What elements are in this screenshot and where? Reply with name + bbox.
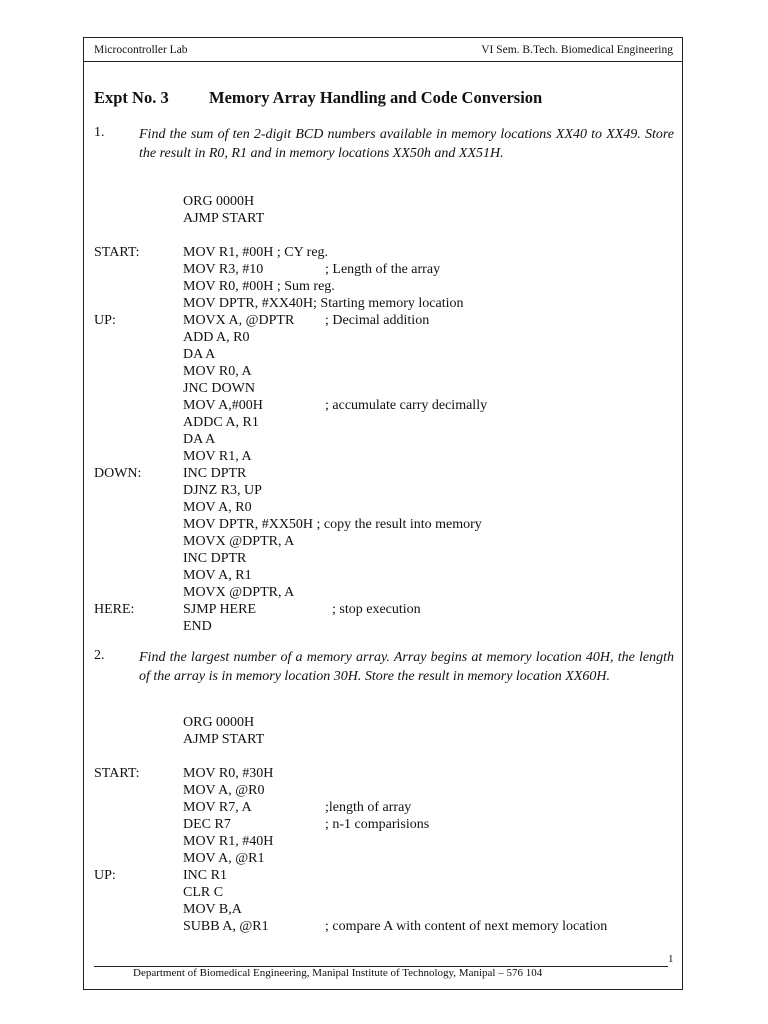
code-instruction: MOV R0, A: [183, 364, 252, 379]
code-instruction: MOV R1, A: [183, 449, 252, 464]
code-instruction: MOV DPTR, #XX40H; Starting memory location: [183, 296, 464, 311]
code-label: UP:: [94, 313, 116, 328]
problem-2-statement: Find the largest number of a memory array. Array begins at memory location 40H, the length of the array is in memory location 30H. Store the result in memory location XX60H.: [139, 650, 674, 684]
footer-text: Department of Biomedical Engineering, Manipal Institute of Technology, Manipal – 576 104: [133, 967, 543, 979]
code-instruction: MOV A, R1: [183, 568, 252, 583]
problem-1-statement: Find the sum of ten 2-digit BCD numbers available in memory locations XX40 to XX49. Store the result in R0, R1 and in memory locations XX50h and XX51H.: [139, 127, 674, 161]
code-comment: ;length of array: [325, 800, 412, 815]
code-instruction: ADDC A, R1: [183, 415, 259, 430]
code-instruction: DA A: [183, 432, 216, 447]
code-instruction: SJMP HERE: [183, 602, 257, 617]
code-instruction: DJNZ R3, UP: [183, 483, 262, 498]
code-instruction: MOV R1, #40H: [183, 834, 274, 849]
code-instruction: ORG 0000H: [183, 715, 255, 730]
code-comment: ; stop execution: [325, 602, 421, 617]
page-number: 1: [668, 953, 674, 965]
code-instruction: DEC R7: [183, 817, 231, 832]
code-instruction: MOV R0, #00H ; Sum reg.: [183, 279, 335, 294]
code-label: START:: [94, 245, 140, 260]
code-label: HERE:: [94, 602, 135, 617]
code-comment: ; Length of the array: [325, 262, 441, 277]
code-instruction: MOVX A, @DPTR: [183, 313, 295, 328]
code-instruction: AJMP START: [183, 732, 265, 747]
code-instruction: MOV A, R0: [183, 500, 252, 515]
code-instruction: ADD A, R0: [183, 330, 250, 345]
code-instruction: INC R1: [183, 868, 227, 883]
problem-2-number: 2.: [94, 648, 105, 663]
code-instruction: JNC DOWN: [183, 381, 255, 396]
code-comment: ; n-1 comparisions: [325, 817, 430, 832]
code-instruction: MOV R1, #00H ; CY reg.: [183, 245, 329, 260]
code-instruction: MOV A,#00H: [183, 398, 263, 413]
code-instruction: SUBB A, @R1: [183, 919, 269, 934]
code-comment: ; compare A with content of next memory location: [325, 919, 608, 934]
code-instruction: MOV DPTR, #XX50H ; copy the result into memory: [183, 517, 482, 532]
page-border: [83, 37, 683, 990]
code-instruction: ORG 0000H: [183, 194, 255, 209]
code-instruction: MOV A, @R0: [183, 783, 265, 798]
code-label: START:: [94, 766, 140, 781]
experiment-number: Expt No. 3: [94, 88, 169, 107]
problem-1-number: 1.: [94, 125, 105, 140]
code-instruction: MOV R3, #10: [183, 262, 264, 277]
experiment-title: Memory Array Handling and Code Conversion: [209, 88, 543, 107]
code-comment: ; accumulate carry decimally: [325, 398, 488, 413]
code-instruction: END: [183, 619, 212, 634]
code-instruction: CLR C: [183, 885, 224, 900]
header-course: Microcontroller Lab: [94, 44, 188, 56]
header-divider: [84, 61, 682, 62]
code-instruction: AJMP START: [183, 211, 265, 226]
code-instruction: MOV B,A: [183, 902, 242, 917]
code-instruction: MOV R0, #30H: [183, 766, 274, 781]
header-semester: VI Sem. B.Tech. Biomedical Engineering: [481, 44, 673, 56]
code-instruction: DA A: [183, 347, 216, 362]
code-comment: ; Decimal addition: [325, 313, 430, 328]
code-instruction: INC DPTR: [183, 551, 247, 566]
code-label: UP:: [94, 868, 116, 883]
code-label: DOWN:: [94, 466, 142, 481]
code-instruction: MOV R7, A: [183, 800, 252, 815]
code-instruction: INC DPTR: [183, 466, 247, 481]
code-instruction: MOVX @DPTR, A: [183, 534, 295, 549]
code-instruction: MOV A, @R1: [183, 851, 265, 866]
code-instruction: MOVX @DPTR, A: [183, 585, 295, 600]
